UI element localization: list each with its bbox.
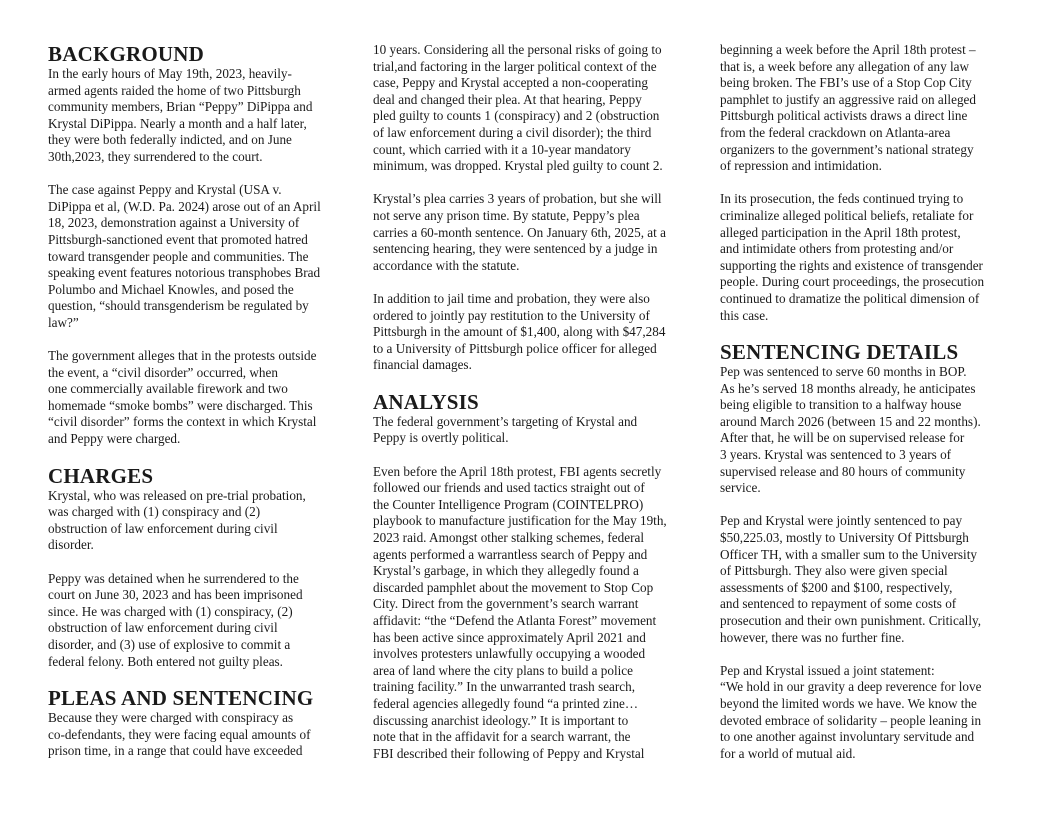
text-line: pamphlet to justify an aggressive raid on alleged [720,91,976,107]
text-line: Krystal’s plea carries 3 years of probation, but she will [373,191,662,207]
section-heading-sentencing-details: SENTENCING DETAILS [720,340,959,365]
text-line: affidavit: “the “Defend the Atlanta Forest” movement [373,613,657,628]
text-line: of law enforcement during a civil disorder); the third [373,124,652,140]
text-line: In addition to jail time and probation, they were also [373,290,650,306]
text-line: The federal government’s targeting of Krystal and [373,413,638,429]
text-line: to one another against involuntary servitude and [720,729,975,745]
text-line: Even before the April 18th protest, FBI agents secretly [373,463,662,479]
paragraph [48,182,348,331]
text-line: Pittsburgh-sanctioned event that promoted hatred [48,231,308,247]
text-line: of repression and intimidation. [720,158,882,174]
text-line: agents performed a warrantless search of Peppy and [373,546,648,562]
text-line: sentencing hearing, they were sentenced by a judge in [373,241,658,257]
paragraph [48,571,348,671]
text-line: Because they were charged with conspiracy as [48,710,294,726]
text-line: was charged with (1) conspiracy and (2) [48,504,261,520]
text-line: case, Peppy and Krystal accepted a non-cooperating [373,75,648,91]
text-line: not serve any prison time. By statute, Peppy’s plea [373,207,640,223]
text-line: they were both federally indicted, and on June [48,132,292,148]
text-line: around March 2026 (between 15 and 22 months). [720,413,981,429]
text-line: Peppy was detained when he surrendered to the [48,570,299,586]
text-line: involves protesters unlawfully occupying a wooded [373,646,646,662]
text-line: federal felony. Both entered not guilty pleas. [48,653,283,669]
text-line: disorder, and (3) use of explosive to commit a [48,637,291,652]
text-line: discarded pamphlet about the movement to Stop Cop [373,579,654,595]
text-line: In the early hours of May 19th, 2023, heavily- [48,66,292,81]
text-line: co-defendants, they were facing equal amounts of [48,726,311,742]
column-3 [720,42,1020,762]
text-line: one commercially available firework and two [48,381,288,397]
text-line: supporting the rights and existence of transgender [720,257,983,273]
text-line: count, which carried with it a 10-year mandatory [373,141,631,157]
paragraph [373,464,691,763]
text-line: being broken. The FBI’s use of a Stop Cop City [720,75,972,91]
section-heading-background: BACKGROUND [48,42,205,66]
paragraph [720,191,1020,324]
text-line: the event, a “civil disorder” occurred, when [48,364,278,380]
text-line: to a University of Pittsburgh police officer for alleged [373,340,657,356]
text-line: disorder. [48,537,94,553]
text-line: pled guilty to counts 1 (conspiracy) and 2 (obstruction [373,108,660,124]
text-line: beyond the limited words we have. We know the [720,695,977,711]
text-line: assessments of $200 and $100, respectively, [720,579,953,595]
section-heading-analysis: ANALYSIS [373,389,479,414]
text-line: however, there was no further fine. [720,629,905,645]
text-line: Krystal DiPippa. Nearly a month and a half later, [48,115,307,131]
text-line: In its prosecution, the feds continued trying to [720,191,964,207]
paragraph [373,191,691,274]
text-line: beginning a week before the April 18th protest – [720,42,976,57]
text-line: being eligible to transition to a halfway house [720,397,962,413]
text-line: carries a 60-month sentence. On January 6th, 2025, at a [373,224,666,240]
text-line: area of land where the city plans to build a police [373,662,633,678]
text-line: As he’s served 18 months already, he anticipates [720,380,976,396]
text-line: accordance with the statute. [373,257,520,273]
text-line: law?” [48,314,79,330]
text-line: note that in the affidavit for a search warrant, the [373,729,631,745]
text-line: City. Direct from the government’s search warrant [373,596,639,612]
text-line: since. He was charged with (1) conspiracy, (2) [48,603,293,619]
text-line: court on June 30, 2023 and has been imprisoned [48,587,303,603]
text-line: organizers to the government’s national strategy [720,141,974,157]
text-line: armed agents raided the home of two Pittsburgh [48,82,301,98]
text-line: FBI described their following of Peppy and Krystal [373,745,645,761]
paragraph [720,364,1020,497]
text-line: Officer TH, with a smaller sum to the University [720,546,977,562]
paragraph [720,513,1020,646]
text-line: Krystal’s garbage, in which they allegedly found a [373,563,639,579]
text-line: training facility.” In the unwarranted trash search, [373,679,636,695]
paragraph [720,663,1020,763]
text-line: community members, Brian “Peppy” DiPippa and [48,99,313,115]
text-line: deal and changed their plea. At that hearing, Peppy [373,91,642,107]
text-line: people. During court proceedings, the prosecution [720,274,985,290]
text-line: Pittsburgh political activists draws a direct line [720,108,968,124]
text-line: Pep and Krystal issued a joint statement: [720,662,935,678]
text-line: speaking event features notorious transphobes Brad [48,265,321,281]
text-line: ordered to jointly pay restitution to the University of [373,307,650,323]
text-line: and Peppy were charged. [48,431,181,447]
text-line: criminalize alleged political beliefs, retaliate for [720,207,974,223]
text-line: from the federal crackdown on Atlanta-area [720,124,951,140]
text-line: 3 years. Krystal was sentenced to 3 years of [720,447,952,463]
text-line: homemade “smoke bombs” were discharged. This [48,397,313,413]
paragraph [720,42,1020,175]
text-line: 30th,2023, they surrendered to the court. [48,148,263,164]
text-line: Krystal, who was released on pre-trial probation, [48,487,306,503]
text-line: “We hold in our gravity a deep reverence for love [720,679,982,695]
text-line: minimum, was dropped. Krystal pled guilty to count 2. [373,158,663,174]
text-line: 2023 raid. Amongst other stalking schemes, federal [373,530,645,546]
text-line: for a world of mutual aid. [720,745,856,761]
text-line: playbook to manufacture justification for the May 19th, [373,513,667,529]
text-line: has been active since approximately April 2021 and [373,629,646,645]
text-line: and sentenced to repayment of some costs of [720,596,957,612]
text-line: 18, 2023, demonstration against a University of [48,215,300,231]
text-line: supervised release and 80 hours of community [720,463,966,479]
paragraph [48,710,348,760]
text-line: prison time, in a range that could have exceeded [48,743,303,759]
text-line: Pep and Krystal were jointly sentenced to pay [720,513,963,529]
text-line: this case. [720,307,769,323]
text-line: Pittsburgh in the amount of $1,400, along with $47,284 [373,324,666,340]
paragraph [48,348,348,448]
text-line: Peppy is overtly political. [373,430,509,446]
text-line: discussing anarchist ideology.” It is important to [373,712,629,728]
text-line: obstruction of law enforcement during civil [48,520,278,536]
section-heading-charges: CHARGES [48,463,154,488]
text-line: Polumbo and Michael Knowles, and posed the [48,281,294,297]
text-line: and intimidate others from protesting and/or [720,241,954,257]
text-line: 10 years. Considering all the personal risks of going to [373,42,662,57]
paragraph [373,414,691,447]
column-2 [373,42,691,762]
text-line: toward transgender people and communities. The [48,248,309,264]
text-line: the Counter Intelligence Program (COINTELPRO) [373,496,644,512]
paragraph [373,42,691,175]
text-line: “civil disorder” forms the context in which Krystal [48,414,317,430]
text-line: of Pittsburgh. They also were given special [720,563,948,579]
section-heading-pleas-and-sentencing: PLEAS AND SENTENCING [48,686,314,711]
column-1 [48,42,348,760]
text-line: that is, a week before any allegation of any law [720,58,969,74]
text-line: trial,and factoring in the larger political context of the [373,58,657,74]
paragraph [48,66,348,166]
paragraph [48,488,348,554]
text-line: continued to dramatize the political dimension of [720,290,980,306]
text-line: After that, he will be on supervised release for [720,430,965,446]
text-line: The case against Peppy and Krystal (USA v. [48,182,282,198]
text-line: federal agencies allegedly found “a printed zine… [373,695,639,711]
text-line: devoted embrace of solidarity – people leaning in [720,712,982,728]
text-line: service. [720,480,761,496]
text-line: financial damages. [373,357,472,373]
text-line: prosecution and their own punishment. Critically, [720,613,982,628]
text-line: obstruction of law enforcement during civil [48,620,278,636]
text-line: question, “should transgenderism be regulated by [48,298,309,314]
text-line: followed our friends and used tactics straight out of [373,480,645,496]
text-line: DiPippa et al, (W.D. Pa. 2024) arose out of an April [48,198,321,214]
text-line: The government alleges that in the protests outside [48,348,317,364]
paragraph [373,291,691,374]
text-line: Pep was sentenced to serve 60 months in BOP. [720,364,967,380]
text-line: alleged participation in the April 18th protest, [720,224,961,240]
text-line: $50,225.03, mostly to University Of Pittsburgh [720,530,969,546]
